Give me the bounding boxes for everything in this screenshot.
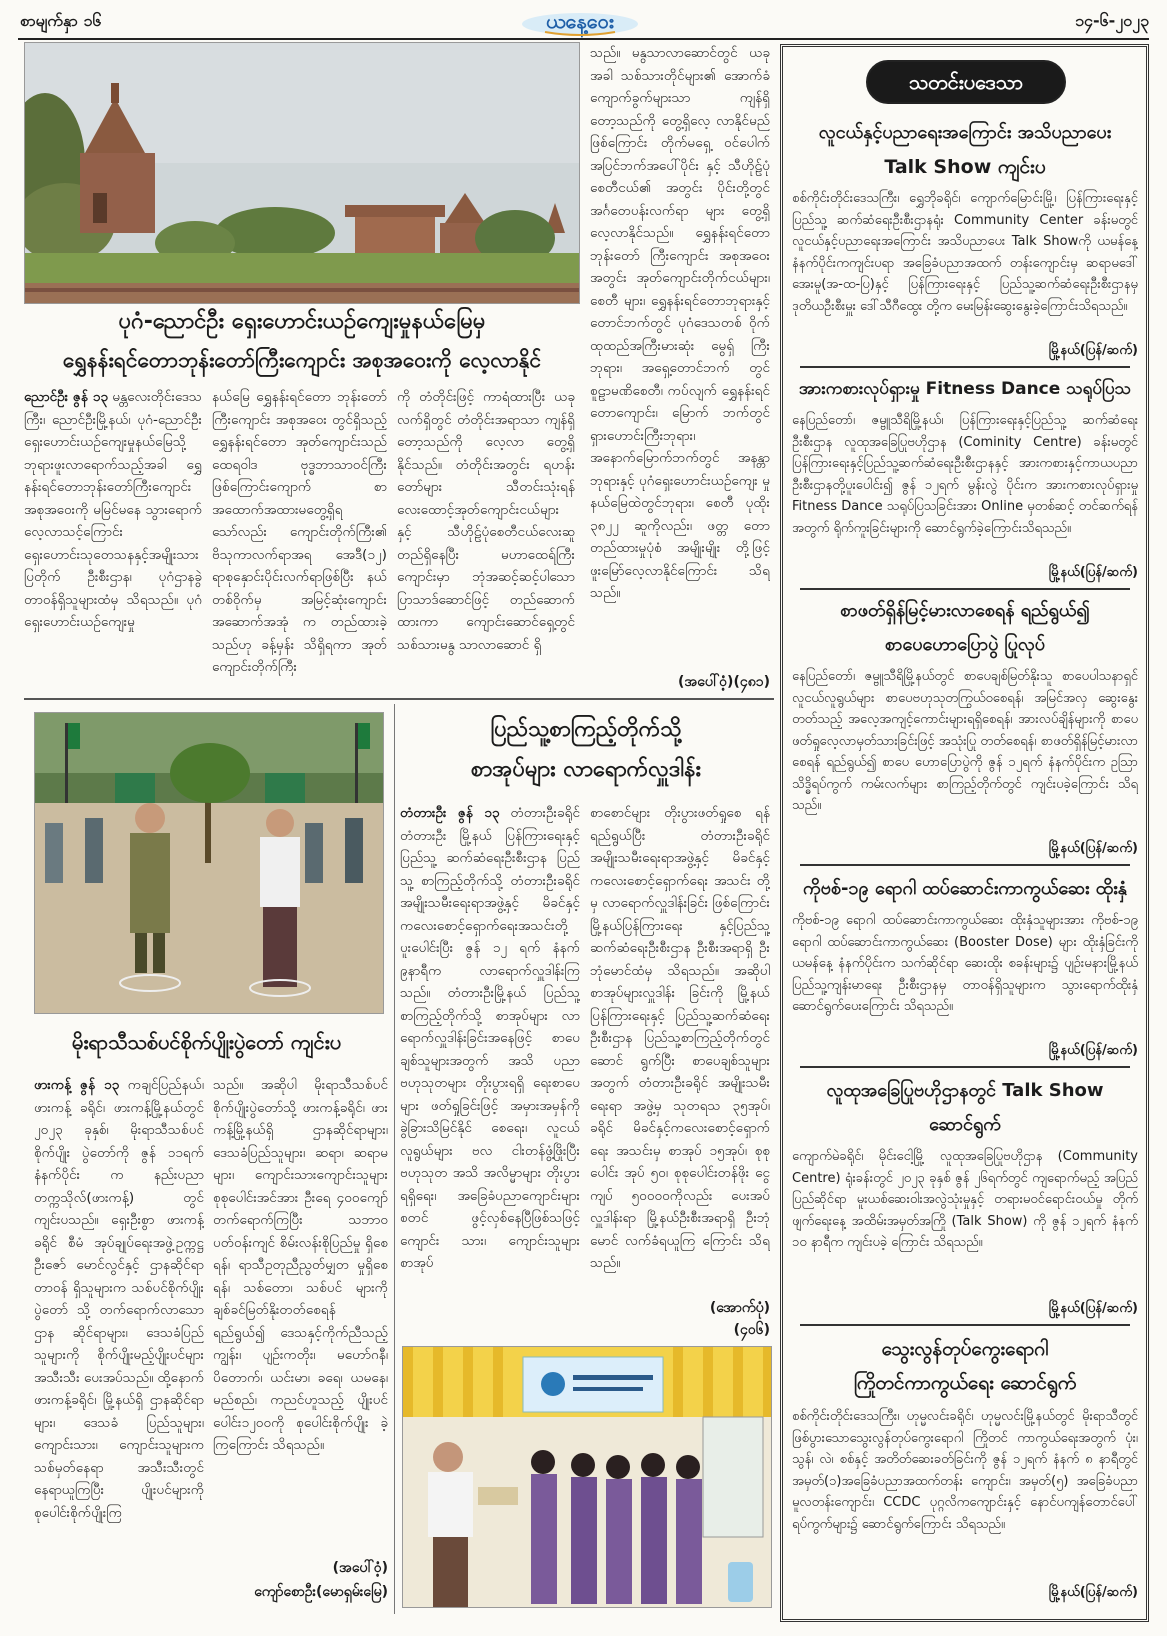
story3-dateline: တံတားဦး ဇွန် ၁၃ (400, 805, 500, 821)
story3-col1-text: တံတားဦးခရိုင် တံတားဦး မြို့နယ် ပြန်ကြားရေးနှင့်ပြည်သူ့ ဆက်ဆံရေးဦးစီးဌာန ပြည်သူ့ စာကြည့်တိုက်သို့ တံတားဦးခရိုင် အမျိုးသမီးရေးရာအဖွဲ့နှင့် မိခင်နှင့် ကလေးစောင့်ရှောက်ရေးအသင်းတို့ ပူးပေါင်းပြီး ဇွန် ၁၂ ရက် နံနက် ၉နာရီက လာရောက်လှူဒါန်းကြ သည်။ တံတားဦးမြို့နယ် ပြည်သူ့ စာကြည့်တိုက်သို့ စာအုပ်များ လာရောက်လှူဒါန်းခြင်းအနေဖြင့် စာပေချစ်သူများအတွက် အသိ ပညာဗဟုသုတများ တိုးပွားရရှိ ရေးစာပေများ ဖတ်ရှုခြင်းဖြင့် အမှားအမှန်ကို ခွဲခြားသိမြင်နိုင် စေရေး၊ လူငယ်လူရွယ်များ ဗလ ငါးတန်ဖွံ့ဖြိုးပြီး ဗဟုသုတ အသိ အလိမ္မာများ တိုးပွားရရှိရေး၊ အခြေခံပညာကျောင်းများ စတင် ဖွင့်လှစ်နေပြီဖြစ်သဖြင့် ကျောင်း သား၊ ကျောင်းသူများ စာအုပ် (400, 805, 580, 1271)
story3-source-2: (၄၀၆) (733, 1322, 770, 1338)
story3-column-2: စာစောင်များ တိုးပွားဖတ်ရှုစေ ရန် ရည်ရွယ်ပြီး တံတားဦးခရိုင် အမျိုးသမီးရေးရာအဖွဲ့နှင့် မိခင်နှင့် ကလေးစောင့်ရှောက်ရေး အသင်း တို့မှ လာရောက်လှူဒါန်းခြင်း ဖြစ်ကြောင်း မြို့နယ်ပြန်ကြားရေး နှင့်ပြည်သူ့ဆက်ဆံရေးဦးစီးဌာန ဦးစီးအရာရှိ ဦးဘုံမောင်ထံမှ သိရသည်။ အဆိုပါ စာအုပ်များလှူဒါန်း ခြင်းကို မြို့နယ်ပြန်ကြားရေးနှင့် ပြည်သူ့ဆက်ဆံရေး ဦးစီးဌာန ပြည်သူ့စာကြည့်တိုက်တွင် ဆောင် ရွက်ပြီး စာပေချစ်သူများအတွက် တံတားဦးခရိုင် အမျိုးသမီးရေးရာ အဖွဲ့မှ သုတရသ ၃၅အုပ်၊ ခရိုင် မိခင်နှင့်ကလေးစောင့်ရှောက်ရေး အသင်းမှ စာအုပ် ၁၅အုပ်၊ စုစု ပေါင်း အုပ် ၅၀၊ စုစုပေါင်းတန်ဖိုး ငွေကျပ် ၅၀၀၀၀ကိုလည်း ပေးအပ် လှူဒါန်းရာ မြို့နယ်ဦးစီးအရာရှိ ဦးဘုံမောင် လက်ခံရယူကြ ကြောင်း သိရသည်။ (590, 805, 770, 1271)
story3-headline-2: စာအုပ်များ လာရောက်လှူဒါန်း (470, 757, 702, 782)
story1-column-3: ကို တံတိုင်းဖြင့် ကာရံထားပြီး ယခုလက်ရှိတွင် တံတိုင်းအရာသာ ကျန်ရှိတော့သည်ကို လေ့လာ တွေ့ရှိနိုင်သည်။ တံတိုင်းအတွင်း ရဟန်းတော်များ သီတင်းသုံးရန် လေးထောင့်အုတ်ကျောင်းငယ်များ နှင့် သီဟိုဠ်ပုံစေတီငယ်လေးဆူ တည်ရှိနေပြီး မဟာထေရ်ကြီး ကျောင်းမှာ ဘုံအဆင့်ဆင့်ပါသော ပြာသာဒ်ဆောင်ဖြင့် တည်ဆောက် ထားကာ ကျောင်းဆောင်ရှေ့တွင် သစ်သားမနွ သာလာဆောင် ရှိ (397, 389, 575, 653)
book-donation-photo (402, 1346, 772, 1608)
story2-headline: မိုးရာသီသစ်ပင်စိုက်ပျိုးပွဲတော် ကျင်းပ (71, 1030, 342, 1054)
brief-2-source: မြို့နယ်(ပြန်/ဆက်) (1048, 565, 1138, 580)
brief-2-body: နေပြည်တော်၊ ဇမ္ဗူသီရိမြို့နယ်၊ ပြန်ကြားရေးနှင့်ပြည်သူ့ ဆက်ဆံရေး ဦးစီးဌာန လူထုအခြေပြုဗဟိုဌာန (Cominity Centre) ခန်းမတွင် ပြန်ကြားရေးနှင့်ပြည်သူ့ဆက်ဆံရေးဦးစီးဌာနနှင့် အားကစားနှင့်ကာယပညာဦးစီးဌာနတို့ပူးပေါင်း၍ ဇွန် ၁၂ရက် မွန်းလွဲ ပိုင်းက အားကစားလုပ်ရှားမှု Fitness Dance သရုပ်ပြသခြင်းအား Online မှတစ်ဆင့် တင်ဆက်ရန်အတွက် ရိုက်ကူးခြင်းများကို ဆောင်ရွက်ခဲ့ကြောင်းသိရသည်။ (792, 413, 1138, 536)
brief-divider (800, 1066, 1130, 1068)
story3-source-1: (အောက်ပုံ) (709, 1300, 770, 1316)
story2-col1-text: ကချင်ပြည်နယ်၊ ဖားကန့် ခရိုင်၊ ဖားကန့်မြို့နယ်တွင် ၂၀၂၃ ခုနှစ်၊ မိုးရာသီသစ်ပင် စိုက်ပျိုး ပွဲတော်ကို ဇွန် ၁၁ရက် နံနက်ပိုင်း က နည်းပညာတက္ကသိုလ်(ဖားကန့်) တွင် ကျင်းပသည်။ ရှေးဦးစွာ ဖားကန့်ခရိုင် စီမံ အုပ်ချုပ်ရေးအဖွဲ့ဥက္ကဋ္ဌ ဦးဇော် မောင်လွင်နှင့် ဌာနဆိုင်ရာ တာဝန် ရှိသူများက သစ်ပင်စိုက်ပျိုးပွဲတော် သို့ တက်ရောက်လာသော ဌာန ဆိုင်ရာများ၊ ဒေသခံပြည်သူများကို စိုက်ပျိုးမည့်ပျိုးပင်များ အသီးသီး ပေးအပ်သည်။ ထို့နောက် ဖားကန့်ခရိုင်၊ မြို့နယ်ရှိ ဌာနဆိုင်ရာများ၊ ဒေသခံ ပြည်သူများ၊ ကျောင်းသား၊ ကျောင်းသူများက သစ်မှတ်နေရာ အသီးသီးတွင် နေရာယူကြပြီး ပျိုးပင်များကို စုပေါင်းစိုက်ပျိုးကြ (34, 1077, 204, 1521)
brief-2-headline-1: အားကစားလုပ်ရှားမှု Fitness Dance သရုပ်ပြသ (798, 379, 1132, 399)
story1-col1-text: မန္တလေးတိုင်းဒေသကြီး၊ ညောင်ဦးမြို့နယ်၊ ပုဂံ-ညောင်ဦး ရှေးဟောင်းယဉ်ကျေးမှုနယ်မြေသို့ ဘုရားဖူးလာရောက်သည့်အခါ ရွှေနန်းရင်တောဘုန်းတော်ကြီးကျောင်းအစုအဝေးကို မမြင်မနေ သွားရောက်လေ့လာသင့်ကြောင်း ရှေးဟောင်းသုတေသနနှင့်အမျိုးသား ပြတိုက် ဦးစီးဌာန၊ ပုဂံဌာနခွဲ တာဝန်ရှိသူများထံမှ သိရသည်။ ပုဂံရှေးဟောင်းယဉ်ကျေးမှု (24, 389, 202, 630)
story2-author: ကျော်စောဦး(မောရှမ်းမြေ) (254, 1584, 388, 1600)
header-rule (18, 38, 1149, 40)
brief-6-headline-2: ကြိုတင်ကာကွယ်ရေး ဆောင်ရွက် (853, 1372, 1077, 1394)
brief-4-body: ကိုဗစ်-၁၉ ရောဂါ ထပ်ဆောင်းကာကွယ်ဆေး ထိုးနှံသူများအား ကိုဗစ်-၁၉ ရောဂါ ထပ်ဆောင်းကာကွယ်ဆေး (Booster Dose) များ ထိုးနှံခြင်းကို ယမန်နေ့ နံနက်ပိုင်းက သက်ဆိုင်ရာ ဆေးထိုး စခန်းများ၌ ပျဉ်းမနားမြို့နယ် ပြည်သူ့ကျန်းမာရေး ဦးစီးဌာနမှ တာဝန်ရှိသူများက သွားရောက်ထိုးနှံ ဆောင်ရွက်ပေးကြောင်း သိရသည်။ (792, 913, 1138, 1014)
story1-column-4: သည်။ မနွသာလာဆောင်တွင် ယခုအခါ သစ်သားတိုင်များ၏ အောက်ခံကျောက်ခွက်များသာ ကျန်ရှိတော့သည်ကို တွေ့ရှိလေ့ လာနိုင်မည်ဖြစ်ကြောင်း တိုက်မရှေ့ ဝင်ပေါက် အပြင်ဘက်အပေါ်ပိုင်း နှင့် သီဟိုဠ်ပုံစေတီငယ်၏ အတွင်း ပိုင်းတို့တွင် အင်္ဂတေပန်းလက်ရာ များ တွေ့ရှိလေ့လာနိုင်သည်။ ရွှေနန်းရင်တော ဘုန်းတော် ကြီးကျောင်း အစုအဝေးအတွင်း အုတ်ကျောင်းတိုက်ငယ်များ၊ စေတီ များ၊ ရွှေနန်းရင်တောဘုရားနှင့် တောင်ဘက်တွင် ပုဂံဒေသတစ် ဝိုက် ထုထည်အကြီးမားဆုံး မွေရှ် ကြီးဘုရား၊ အရှေ့တောင်ဘက် တွင် စူဠာမဏိစေတီ၊ ကပ်လျက် ရွှေနန်းရင်တောကျောင်း၊ မြောက် ဘက်တွင် ရှားဟောင်းကြီးဘုရား၊ အနောက်မြောက်ဘက်တွင် အနန္တာ ဘုရားနှင့် ပုဂံရှေးဟောင်းယဉ်ကျေး မှု နယ်မြေထဲတွင်ဘုရား၊ စေတီ ပုထိုး ၃၈၂၂ ဆူကိုလည်း၊ ဖတ္တ တော တည်ထားမှုပုံစံ အမျိုးမျိုး တို့ဖြင့် ဖူးမြော်လေ့လာနိုင်ကြောင်း သိရသည်။ (590, 45, 770, 601)
section-divider (24, 698, 774, 700)
temple-photo (24, 42, 580, 304)
brief-5-headline-2: ဆောင်ရွက် (929, 1114, 1001, 1135)
brief-3-source: မြို့နယ်(ပြန်/ဆက်) (1048, 841, 1138, 856)
brief-divider (800, 864, 1130, 866)
brief-3-headline-1: စာဖတ်ရှိန်မြင့်မားလာစေရန် ရည်ရွယ်၍ (840, 600, 1090, 621)
story2-column-2: သည်။ အဆိုပါ မိုးရာသီသစ်ပင် စိုက်ပျိုးပွဲတော်သို့ ဖားကန့်ခရိုင်၊ ဖားကန့်မြို့နယ်ရှိ ဌာနဆိုင်ရာများ၊ ဒေသခံပြည်သူများ၊ ဆရာ၊ ဆရာမ များ၊ ကျောင်းသားကျောင်းသူများ စုစုပေါင်းအင်အား ဦးရေ ၄၀၀ကျော် တက်ရောက်ကြပြီး သဘာဝ ပတ်ဝန်းကျင် စိမ်းလန်းစိုပြည်မှု ရှိစေရန်၊ ရာသီဥတုညီညွတ်မျှတ မှုရှိစေရန်၊ သစ်တော၊ သစ်ပင် များကို ချစ်ခင်မြတ်နိုးတတ်စေရန် ရည်ရွယ်၍ ဒေသနှင့်ကိုက်ညီသည့် ကျွန်း၊ ပျဉ်းကတိုး၊ မဟော်ဂနီ၊ ပိတောက်၊ ယင်းမာ၊ ခရေ၊ ယမနေ၊ မည်စည်၊ ကညင်ဟူသည့် ပျိုးပင် ပေါင်း၁၂၀၀ကို စုပေါင်းစိုက်ပျိုး ခဲ့ကြကြောင်း သိရသည်။ (213, 1077, 388, 1453)
brief-6-headline-1: သွေးလွန်တုပ်ကွေးရောဂါ (881, 1338, 1049, 1360)
brief-divider (800, 366, 1130, 368)
page-date: ၁၄-၆-၂၀၂၃ (1075, 11, 1149, 30)
brief-5-headline-1: လူထုအခြေပြုဗဟိုဌာနတွင် Talk Show (826, 1080, 1104, 1101)
story3-headline-1: ပြည်သူ့စာကြည့်တိုက်သို့ (490, 717, 682, 742)
brief-1-body: စစ်ကိုင်းတိုင်းဒေသကြီး၊ ရွှေဘိုခရိုင်၊ ကျောက်မြောင်းမြို့၊ ပြန်ကြားရေးနှင့်ပြည်သူ့ ဆက်ဆံရေးဦးစီးဌာနရုံး Community Center ခန်းမတွင် လူငယ်နှင့်ပညာရေးအကြောင်း အသိပညာပေး Talk Showကို ယမန်နေ့ နံနက်ပိုင်းကကျင်းပရာ အခြေခံပညာအထက် တန်းကျောင်းမှ ဆရာမဒေါ်အေးမူ(အ-ထ-ပြ)နှင့် ပြန်ကြားရေးနှင့် ပြည်သူ့ဆက်ဆံရေးဦးစီးဌာနမှ ဒုတိယဦးစီးမှူး ဒေါ်သီဂီထွေး တို့က မေးမြန်းဆွေးနွေးခဲ့ကြောင်းသိရသည်။ (792, 191, 1138, 314)
masthead-text: ယနေ့ဝေး (546, 9, 614, 33)
brief-3-body: နေပြည်တော်၊ ဇမ္ဗူသီရိမြို့နယ်တွင် စာပေချစ်မြတ်နိုးသူ စာပေပါသနာရှင် လူငယ်လူရွယ်များ စာပေဗဟုသုတကြွယ်ဝစေရန်၊ အမြင်အလှ ဆွေးနွေးတတ်သည့် အလေ့အကျင့်ကောင်းများရရှိစေရန်၊ အားလပ်ချိန်များကို စာပေဖတ်ရှုလေ့လာမှတ်သားခြင်းဖြင့် အသုံးပြု တတ်စေရန်၊ စာဖတ်ရှိန်မြင့်မားလာစေရန် ရည်ရွယ်၍ စာပေ ဟောပြောပွဲကို ဇွန် ၁၂ရက် နံနက်ပိုင်းက ဥဩာသိဒ္ဓိရပ်ကွက် ကမ်းလက်များ စာကြည့်တိုက်တွင် ကျင်းပခဲ့ကြောင်း သိရသည်။ (792, 669, 1138, 813)
story1-headline-2: ရွှေနန်းရင်တောဘုန်းတော်ကြီးကျောင်း အစုအဝေးကို လေ့လာနိုင် (62, 348, 542, 372)
news-brief-title: သတင်းပဒေသာ (866, 60, 1066, 104)
brief-divider (800, 588, 1130, 590)
brief-1-headline-1: လူငယ်နှင့်ပညာရေးအကြောင်း အသိပညာပေး (818, 122, 1112, 143)
story1-column-2: နယ်မြေ ရွှေနန်းရင်တော ဘုန်းတော်ကြီးကျောင်း အစုအဝေး တွင်ရှိသည့် ရွှေနန်းရင်တော အုတ်ကျောင်းသည် ထေရဝါဒ ဗုဒ္ဓဘာသာဝင်ကြီးဖြစ်ကြောင်းကျောက် စာ အထောက်အထားမတွေ့ရှိရ သော်လည်း ကျောင်းတိုက်ကြီး၏ ဗိသုကာလက်ရာအရ အေဒီ(၁၂) ရာစုနှောင်းပိုင်းလက်ရာဖြစ်ပြီး နယ်တစ်ဝိုက်မှ အမြင့်ဆုံးကျောင်းအဆောက်အအုံ က တည်ထားခဲ့သည်ဟု ခန့်မှန်း သိရှိရကာ အုတ်ကျောင်းတိုက်ကြီး (212, 389, 387, 675)
brief-4-headline-1: ကိုဗစ်-၁၉ ရောဂါ ထပ်ဆောင်းကာကွယ်ဆေး ထိုးနှံ (803, 878, 1127, 899)
brief-5-source: မြို့နယ်(ပြန်/ဆက်) (1048, 1301, 1138, 1316)
story3-column-1 (400, 802, 580, 1342)
story1-dateline: ညောင်ဦး ဇွန် ၁၃ (24, 389, 108, 405)
brief-1-headline-2: Talk Show ကျင်းပ (884, 156, 1046, 178)
column-divider (394, 704, 395, 1614)
brief-6-source: မြို့နယ်(ပြန်/ဆက်) (1048, 1585, 1138, 1600)
masthead-logo (515, 4, 645, 38)
brief-1-source: မြို့နယ်(ပြန်/ဆက်) (1048, 343, 1138, 358)
story2-column-1 (34, 1074, 204, 1614)
story2-source: (အပေါ်ဝံ့) (332, 1560, 388, 1576)
brief-6-body: စစ်ကိုင်းတိုင်းဒေသကြီး၊ ဟုမ္မလင်းခရိုင်၊ ဟုမ္မလင်းမြို့နယ်တွင် မိုးရာသီတွင်ဖြစ်ပွားသောသွေးလွန်တုပ်ကွေးရောဂါ ကြိုတင် ကာကွယ်ရေးအတွက် ပုံး၊ သွန်၊ လဲ၊ စစ်နှင့် အတိတ်ဆေးခတ်ခြင်းကို ဇွန် ၁၂ရက် နံနက် ၈ နာရီတွင် အမှတ်(၁)အခြေခံပညာအထက်တန်း ကျောင်း၊ အမှတ်(၅) အခြေခံပညာမူလတန်းကျောင်း၊ CCDC ပုဂ္ဂလိကကျောင်းနှင့် နောင်ပကျန်တောင်ပေါ် ရပ်ကွက်များ၌ ဆောင်ရွက်ကြောင်း သိရသည်။ (792, 1409, 1138, 1532)
brief-divider (800, 1324, 1130, 1326)
tree-planting-photo (34, 712, 384, 1014)
story1-column-1 (24, 386, 202, 676)
story1-headline-1: ပုဂံ-ညောင်ဦး ရှေးဟောင်းယဉ်ကျေးမှုနယ်မြေမှ (118, 309, 486, 334)
brief-3-headline-2: စာပေဟောပြောပွဲ ပြုလုပ် (884, 634, 1046, 655)
brief-4-source: မြို့နယ်(ပြန်/ဆက်) (1048, 1043, 1138, 1058)
page-number: စာမျက်နှာ ၁၆ (20, 11, 102, 30)
story1-source: (အပေါ်ဝံ့)(၄၈၁) (678, 674, 770, 690)
brief-5-body: ကျောက်မဲခရိုင်၊ မိုင်းငေါ့မြို့ လူထုအခြေပြုဗဟိုဌာန (Community Centre) ရုံးခန်းတွင် ၂၀၂၃ ခုနှစ် ဇွန် ၂၆ရက်တွင် ကျရောက်မည့် အပြည်ပြည်ဆိုင်ရာ မူးယစ်ဆေးဝါးအလွဲသုံးမှုနှင့် တရားမဝင်ရောင်းဝယ်မှု တိုက်ဖျက်ရေးနေ့ အထိမ်းအမှတ်အကြို (Talk Show) ကို ဇွန် ၁၂ရက် နံနက် ၁၀ နာရီက ကျင်းပခဲ့ ကြောင်း သိရသည်။ (792, 1149, 1138, 1250)
story2-dateline: ဖားကန့် ဇွန် ၁၃ (34, 1077, 120, 1093)
